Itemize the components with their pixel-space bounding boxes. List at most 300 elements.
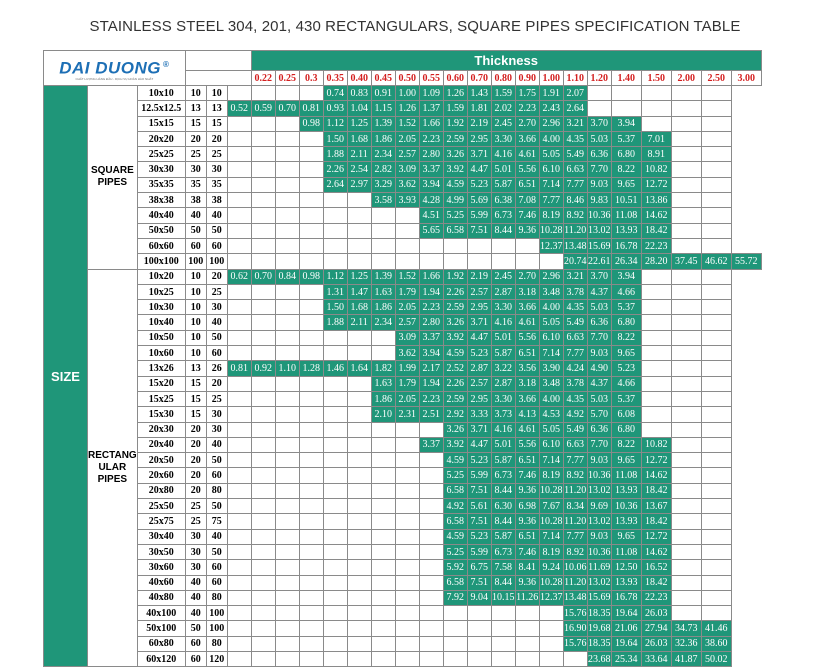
size-cell: 60x60 (137, 238, 185, 253)
weight-value: 3.21 (563, 116, 587, 131)
dim-a-cell: 100 (185, 254, 206, 269)
empty-cell (299, 223, 323, 238)
empty-cell (347, 590, 371, 605)
weight-value: 2.70 (515, 116, 539, 131)
empty-cell (227, 177, 251, 192)
weight-value: 2.59 (443, 300, 467, 315)
weight-value: 2.64 (563, 101, 587, 116)
weight-value: 1.75 (515, 86, 539, 101)
weight-value: 8.44 (491, 483, 515, 498)
empty-cell (275, 330, 299, 345)
empty-cell (251, 162, 275, 177)
empty-cell (671, 407, 701, 422)
weight-value: 3.92 (443, 330, 467, 345)
weight-value: 2.52 (443, 361, 467, 376)
empty-cell (323, 651, 347, 666)
thickness-value: 1.50 (641, 71, 671, 86)
empty-cell (641, 391, 671, 406)
empty-cell (275, 284, 299, 299)
weight-value: 10.82 (641, 437, 671, 452)
empty-cell (641, 101, 671, 116)
dim-a-cell: 50 (185, 223, 206, 238)
size-cell: 20x30 (137, 422, 185, 437)
weight-value: 18.42 (641, 223, 671, 238)
dim-a-cell: 60 (185, 636, 206, 651)
dim-b-cell: 60 (206, 560, 227, 575)
empty-cell (371, 437, 395, 452)
weight-value: 18.42 (641, 514, 671, 529)
empty-cell (701, 177, 731, 192)
empty-cell (515, 636, 539, 651)
empty-cell (299, 147, 323, 162)
empty-cell (701, 606, 731, 621)
weight-value: 3.92 (443, 162, 467, 177)
weight-value: 38.60 (701, 636, 731, 651)
empty-cell (227, 422, 251, 437)
weight-value: 4.61 (515, 315, 539, 330)
empty-cell (227, 590, 251, 605)
weight-value: 1.88 (323, 147, 347, 162)
empty-cell (323, 453, 347, 468)
size-cell: 40x100 (137, 606, 185, 621)
empty-cell (395, 514, 419, 529)
weight-value: 1.79 (395, 284, 419, 299)
weight-value: 3.66 (515, 131, 539, 146)
empty-cell (371, 514, 395, 529)
empty-cell (275, 254, 299, 269)
table-row (44, 131, 762, 146)
weight-value: 2.31 (395, 407, 419, 422)
empty-cell (323, 468, 347, 483)
weight-value: 1.52 (395, 116, 419, 131)
size-cell: 20x60 (137, 468, 185, 483)
dim-b-cell: 13 (206, 101, 227, 116)
weight-value: 2.96 (539, 269, 563, 284)
weight-value: 11.08 (611, 468, 641, 483)
empty-cell (671, 147, 701, 162)
thickness-value: 0.40 (347, 71, 371, 86)
empty-cell (275, 208, 299, 223)
weight-value: 2.19 (467, 269, 491, 284)
empty-cell (323, 223, 347, 238)
empty-cell (347, 636, 371, 651)
weight-value: 5.25 (443, 544, 467, 559)
empty-cell (251, 483, 275, 498)
empty-cell (251, 514, 275, 529)
weight-value: 9.36 (515, 514, 539, 529)
weight-value: 4.47 (467, 437, 491, 452)
empty-cell (671, 300, 701, 315)
weight-value: 11.08 (611, 544, 641, 559)
empty-cell (671, 361, 701, 376)
empty-cell (323, 499, 347, 514)
empty-cell (701, 575, 731, 590)
weight-value: 5.87 (491, 529, 515, 544)
weight-value: 2.45 (491, 269, 515, 284)
empty-cell (347, 468, 371, 483)
empty-cell (227, 575, 251, 590)
weight-value: 2.05 (395, 391, 419, 406)
table-row (44, 101, 762, 116)
weight-value: 2.95 (467, 300, 491, 315)
empty-cell (395, 468, 419, 483)
weight-value: 1.92 (443, 116, 467, 131)
size-cell: 30x40 (137, 529, 185, 544)
dim-b-cell: 75 (206, 514, 227, 529)
weight-value: 6.80 (611, 315, 641, 330)
weight-value: 4.16 (491, 422, 515, 437)
weight-value: 26.03 (641, 636, 671, 651)
empty-cell (671, 330, 701, 345)
weight-value: 16.78 (611, 590, 641, 605)
empty-cell (671, 346, 701, 361)
empty-cell (323, 391, 347, 406)
table-row (44, 422, 762, 437)
logo (44, 51, 186, 86)
empty-cell (701, 514, 731, 529)
weight-value: 5.92 (443, 560, 467, 575)
thickness-value: 0.3 (299, 71, 323, 86)
weight-value: 1.68 (347, 300, 371, 315)
empty-cell (371, 238, 395, 253)
weight-value: 1.43 (467, 86, 491, 101)
empty-cell (419, 453, 443, 468)
weight-value: 5.05 (539, 147, 563, 162)
empty-cell (671, 193, 701, 208)
weight-value: 10.28 (539, 223, 563, 238)
dim-a-cell: 15 (185, 376, 206, 391)
empty-cell (539, 636, 563, 651)
empty-cell (227, 437, 251, 452)
empty-cell (251, 300, 275, 315)
empty-cell (701, 468, 731, 483)
weight-value: 3.26 (443, 422, 467, 437)
empty-cell (299, 284, 323, 299)
weight-value: 4.59 (443, 177, 467, 192)
empty-cell (701, 499, 731, 514)
weight-value: 3.78 (563, 376, 587, 391)
weight-value: 0.81 (227, 361, 251, 376)
empty-cell (323, 346, 347, 361)
empty-cell (275, 238, 299, 253)
thickness-value: 0.70 (467, 71, 491, 86)
weight-value: 1.59 (491, 86, 515, 101)
weight-value: 8.92 (563, 208, 587, 223)
weight-value: 6.51 (515, 346, 539, 361)
weight-value: 4.53 (539, 407, 563, 422)
dim-a-cell: 10 (185, 86, 206, 101)
thickness-value: 3.00 (731, 71, 761, 86)
weight-value: 2.23 (515, 101, 539, 116)
weight-value: 0.92 (251, 361, 275, 376)
weight-value: 3.26 (443, 315, 467, 330)
empty-cell (275, 131, 299, 146)
size-cell: 60x80 (137, 636, 185, 651)
pipe-type-label: RECTANG ULAR PIPES (88, 269, 138, 667)
weight-value: 8.19 (539, 468, 563, 483)
weight-value: 2.26 (323, 162, 347, 177)
empty-cell (275, 223, 299, 238)
empty-cell (275, 544, 299, 559)
dim-b-cell: 30 (206, 300, 227, 315)
weight-value: 4.00 (539, 131, 563, 146)
empty-cell (227, 223, 251, 238)
empty-cell (251, 499, 275, 514)
weight-value: 0.74 (323, 86, 347, 101)
weight-value: 5.56 (515, 437, 539, 452)
weight-value: 1.50 (323, 131, 347, 146)
empty-cell (227, 544, 251, 559)
weight-value: 1.79 (395, 376, 419, 391)
weight-value: 9.36 (515, 223, 539, 238)
empty-cell (227, 147, 251, 162)
weight-value: 4.99 (443, 193, 467, 208)
weight-value: 8.46 (563, 193, 587, 208)
weight-value: 1.04 (347, 101, 371, 116)
weight-value: 11.20 (563, 483, 587, 498)
weight-value: 11.69 (587, 560, 611, 575)
empty-cell (701, 437, 731, 452)
weight-value: 8.92 (563, 468, 587, 483)
empty-cell (299, 621, 323, 636)
weight-value: 13.02 (587, 223, 611, 238)
weight-value: 3.66 (515, 300, 539, 315)
dim-a-cell: 20 (185, 468, 206, 483)
empty-cell (299, 193, 323, 208)
empty-cell (701, 529, 731, 544)
weight-value: 6.36 (587, 147, 611, 162)
weight-value: 8.91 (641, 147, 671, 162)
weight-value: 1.31 (323, 284, 347, 299)
empty-cell (701, 483, 731, 498)
weight-value: 7.01 (641, 131, 671, 146)
empty-cell (671, 376, 701, 391)
empty-cell (323, 483, 347, 498)
dim-a-cell: 38 (185, 193, 206, 208)
weight-value: 3.71 (467, 147, 491, 162)
empty-cell (419, 514, 443, 529)
weight-value: 3.93 (395, 193, 419, 208)
weight-value: 1.37 (419, 101, 443, 116)
empty-cell (701, 193, 731, 208)
weight-value: 11.20 (563, 514, 587, 529)
empty-cell (227, 300, 251, 315)
weight-value: 18.35 (587, 606, 611, 621)
logo-slogan: CHẤT LƯỢNG HÀNG ĐẦU - DỊCH VỤ HOÀN HẢO NHẤT (75, 77, 154, 82)
weight-value: 46.62 (701, 254, 731, 269)
weight-value: 1.28 (299, 361, 323, 376)
size-cell: 20x20 (137, 131, 185, 146)
dim-b-cell: 60 (206, 468, 227, 483)
weight-value: 9.03 (587, 529, 611, 544)
weight-value: 0.83 (347, 86, 371, 101)
empty-cell (347, 422, 371, 437)
empty-cell (587, 101, 611, 116)
dim-a-cell: 25 (185, 514, 206, 529)
empty-cell (701, 376, 731, 391)
empty-cell (671, 437, 701, 452)
empty-cell (701, 208, 731, 223)
empty-cell (275, 483, 299, 498)
empty-cell (275, 315, 299, 330)
weight-value: 7.51 (467, 514, 491, 529)
thickness-value: 1.00 (539, 71, 563, 86)
empty-cell (227, 346, 251, 361)
weight-value: 3.48 (539, 376, 563, 391)
dim-a-cell: 50 (185, 621, 206, 636)
weight-value: 6.10 (539, 330, 563, 345)
dim-b-cell: 50 (206, 544, 227, 559)
weight-value: 8.44 (491, 514, 515, 529)
empty-cell (323, 606, 347, 621)
empty-cell (275, 391, 299, 406)
weight-value: 2.97 (347, 177, 371, 192)
empty-cell (251, 544, 275, 559)
empty-cell (299, 177, 323, 192)
weight-value: 5.05 (539, 315, 563, 330)
size-cell: 25x75 (137, 514, 185, 529)
weight-value: 5.23 (467, 177, 491, 192)
weight-value: 6.58 (443, 223, 467, 238)
empty-cell (251, 284, 275, 299)
weight-value: 11.08 (611, 208, 641, 223)
empty-cell (275, 407, 299, 422)
empty-cell (347, 651, 371, 666)
weight-value: 3.90 (539, 361, 563, 376)
weight-value: 8.44 (491, 575, 515, 590)
weight-value: 16.78 (611, 238, 641, 253)
dim-a-cell: 10 (185, 346, 206, 361)
weight-value: 0.91 (371, 86, 395, 101)
empty-cell (467, 238, 491, 253)
empty-cell (275, 560, 299, 575)
dim-a-cell: 20 (185, 453, 206, 468)
weight-value: 8.92 (563, 544, 587, 559)
empty-cell (395, 223, 419, 238)
weight-value: 1.25 (347, 269, 371, 284)
size-cell: 15x20 (137, 376, 185, 391)
empty-cell (701, 346, 731, 361)
dim-b-cell: 40 (206, 529, 227, 544)
weight-value: 3.18 (515, 376, 539, 391)
weight-value: 9.04 (467, 590, 491, 605)
empty-cell (227, 483, 251, 498)
table-row (44, 269, 762, 284)
size-cell: 10x50 (137, 330, 185, 345)
header-row-1 (44, 51, 762, 71)
weight-value: 28.20 (641, 254, 671, 269)
empty-cell (611, 101, 641, 116)
weight-value: 7.14 (539, 529, 563, 544)
weight-value: 3.29 (371, 177, 395, 192)
weight-value: 5.23 (467, 529, 491, 544)
empty-cell (227, 636, 251, 651)
table-row (44, 621, 762, 636)
empty-cell (371, 223, 395, 238)
empty-cell (275, 177, 299, 192)
empty-cell (641, 86, 671, 101)
empty-cell (515, 238, 539, 253)
weight-value: 0.84 (275, 269, 299, 284)
weight-value: 1.59 (443, 101, 467, 116)
empty-cell (701, 407, 731, 422)
weight-value: 3.37 (419, 162, 443, 177)
weight-value: 1.47 (347, 284, 371, 299)
empty-cell (371, 483, 395, 498)
weight-value: 12.72 (641, 529, 671, 544)
weight-value: 10.36 (587, 208, 611, 223)
dim-a-cell: 10 (185, 284, 206, 299)
empty-cell (323, 529, 347, 544)
weight-value: 11.20 (563, 575, 587, 590)
empty-cell (299, 514, 323, 529)
weight-value: 21.06 (611, 621, 641, 636)
empty-cell (275, 636, 299, 651)
empty-cell (443, 621, 467, 636)
thickness-value: 0.50 (395, 71, 419, 86)
empty-cell (419, 254, 443, 269)
table-row (44, 575, 762, 590)
empty-cell (227, 560, 251, 575)
empty-cell (671, 590, 701, 605)
empty-cell (347, 606, 371, 621)
weight-value: 7.14 (539, 453, 563, 468)
weight-value: 6.63 (563, 437, 587, 452)
size-cell: 60x120 (137, 651, 185, 666)
weight-value: 6.58 (443, 514, 467, 529)
empty-cell (299, 651, 323, 666)
empty-cell (671, 284, 701, 299)
weight-value: 6.51 (515, 177, 539, 192)
empty-cell (299, 636, 323, 651)
size-cell: 40x40 (137, 208, 185, 223)
table-row (44, 376, 762, 391)
empty-cell (251, 560, 275, 575)
empty-cell (323, 330, 347, 345)
weight-value: 9.36 (515, 575, 539, 590)
weight-value: 0.59 (251, 101, 275, 116)
empty-cell (515, 621, 539, 636)
weight-value: 7.51 (467, 575, 491, 590)
empty-cell (419, 636, 443, 651)
empty-cell (275, 193, 299, 208)
thickness-value: 0.25 (275, 71, 299, 86)
empty-cell (323, 238, 347, 253)
weight-value: 6.51 (515, 529, 539, 544)
empty-cell (323, 437, 347, 452)
weight-value: 4.37 (587, 284, 611, 299)
weight-value: 1.99 (395, 361, 419, 376)
empty-cell (395, 544, 419, 559)
empty-cell (251, 147, 275, 162)
weight-value: 13.02 (587, 514, 611, 529)
empty-cell (347, 238, 371, 253)
weight-value: 1.94 (419, 284, 443, 299)
weight-value: 2.95 (467, 131, 491, 146)
table-row (44, 284, 762, 299)
thickness-header: Thickness (251, 51, 761, 71)
empty-cell (275, 300, 299, 315)
page-title: STAINLESS STEEL 304, 201, 430 RECTANGULARS, SQUARE PIPES SPECIFICATION TABLE (89, 18, 741, 35)
weight-value: 5.03 (587, 391, 611, 406)
empty-cell (491, 238, 515, 253)
empty-cell (251, 407, 275, 422)
empty-cell (395, 651, 419, 666)
weight-value: 5.99 (467, 544, 491, 559)
empty-cell (347, 391, 371, 406)
dim-b-cell: 100 (206, 606, 227, 621)
dim-a-cell: 30 (185, 560, 206, 575)
